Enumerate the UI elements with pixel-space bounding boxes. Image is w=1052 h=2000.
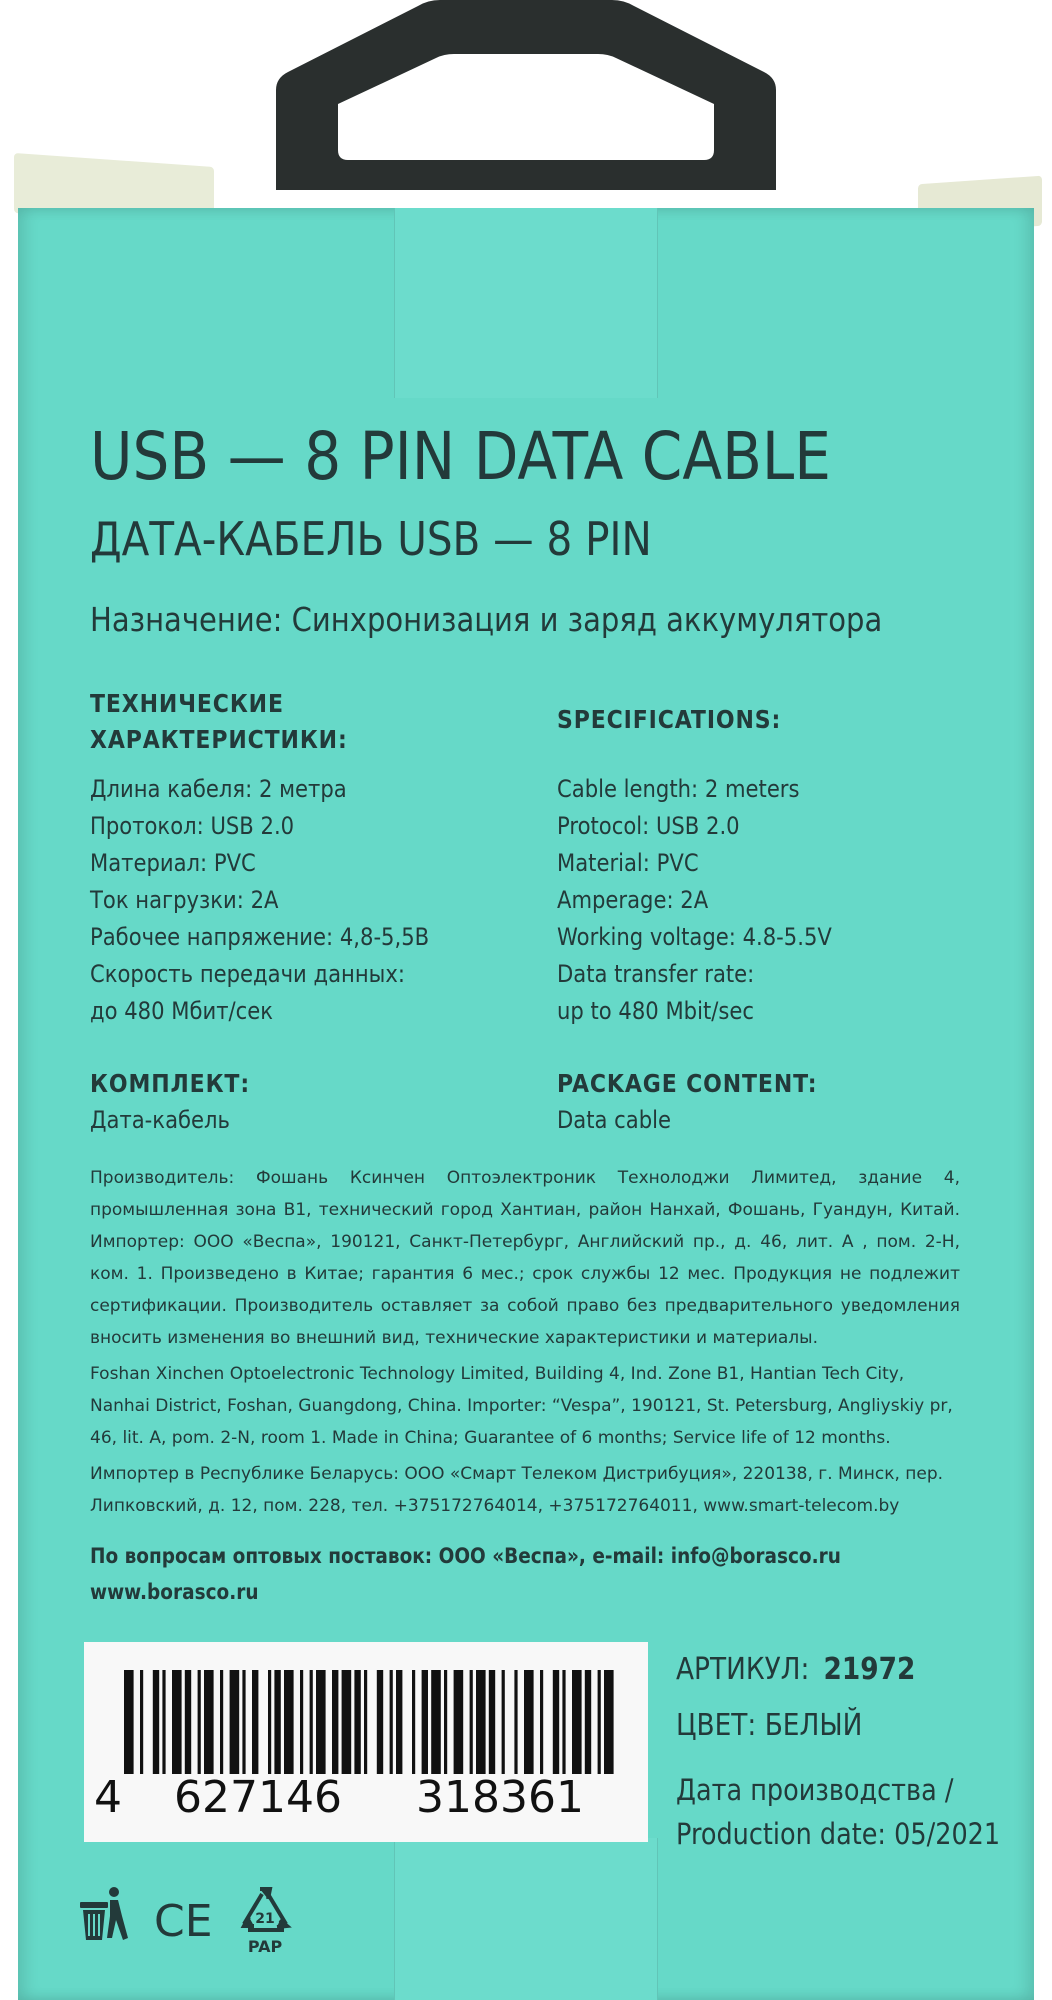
barcode-bar: [585, 1670, 591, 1774]
barcode-bar: [316, 1670, 326, 1774]
barcode-bar: [310, 1670, 313, 1774]
barcode-bar: [422, 1670, 428, 1774]
certification-icons: [76, 1880, 336, 1970]
spec-en-item: Amperage: 2A: [557, 886, 709, 914]
article-number: [676, 1652, 915, 1687]
barcode-bar: [502, 1670, 505, 1774]
spec-en-item: Cable length: 2 meters: [557, 775, 800, 803]
barcode-bar: [444, 1670, 447, 1774]
purpose-line: Назначение: Синхронизация и заряд аккумулятора: [90, 600, 883, 639]
barcode-bar: [220, 1670, 223, 1774]
barcode-bar: [230, 1670, 240, 1774]
barcode-bar: [140, 1670, 143, 1774]
spec-ru-item: Материал: PVC: [90, 849, 256, 877]
barcode-bar: [412, 1670, 415, 1774]
wholesale-contact: [90, 1538, 841, 1610]
article-value: 21972: [823, 1652, 916, 1687]
barcode-bar: [604, 1670, 614, 1774]
specs-ru-list: [90, 771, 429, 1030]
barcode-digits-left: 627146: [174, 1772, 342, 1823]
title-ru: ДАТА-КАБЕЛЬ USB — 8 PIN: [90, 512, 652, 566]
spec-en-item: up to 480 Mbit/sec: [557, 997, 754, 1025]
weee-bin-icon: [80, 1887, 128, 1940]
spec-ru-item: Скорость передачи данных:: [90, 960, 405, 988]
specs-ru-heading-line2: ХАРАКТЕРИСТИКИ:: [90, 725, 348, 754]
ce-mark-icon: CE: [154, 1896, 213, 1947]
barcode-bar: [300, 1670, 303, 1774]
package-bottom-flap: [394, 1838, 658, 2000]
barcode-bar: [124, 1670, 134, 1774]
barcode-bar: [332, 1670, 338, 1774]
kit-ru-heading: КОМПЛЕКТ:: [90, 1069, 251, 1098]
barcode-digit-first: 4: [94, 1772, 122, 1823]
barcode-bar: [377, 1670, 383, 1774]
importer-info-by: Импортер в Республике Беларусь: ООО «Смарт Телеком Дистрибуция», 220138, г. Минск, пер. Липковский, д. 12, пом. 228, тел. +375172764014, +375172764011, www.smart-telecom.by: [90, 1464, 944, 1516]
barcode-bar: [562, 1670, 565, 1774]
barcode-bar: [342, 1670, 352, 1774]
barcode-bar: [598, 1670, 601, 1774]
specs-ru-heading: [90, 686, 348, 758]
title-en: USB — 8 PIN DATA CABLE: [90, 418, 831, 495]
barcode-bar: [454, 1670, 464, 1774]
barcode-bar: [390, 1670, 393, 1774]
barcode-bar: [153, 1670, 159, 1774]
barcode-bar: [185, 1670, 191, 1774]
barcode-bar: [470, 1670, 473, 1774]
specs-en-heading: SPECIFICATIONS:: [557, 705, 782, 734]
spec-en-item: Material: PVC: [557, 849, 699, 877]
production-date-value: Production date: 05/2021: [676, 1817, 1001, 1851]
spec-en-item: Protocol: USB 2.0: [557, 812, 740, 840]
barcode-digits-right: 318361: [416, 1772, 584, 1823]
barcode-bar: [172, 1670, 182, 1774]
production-date-label: Дата производства /: [676, 1773, 954, 1807]
barcode-bar: [354, 1670, 360, 1774]
barcode-bar: [524, 1670, 534, 1774]
article-label: АРТИКУЛ:: [676, 1652, 810, 1687]
barcode-bar: [540, 1670, 543, 1774]
recycle-code: 21: [255, 1911, 275, 1927]
barcode-bar: [252, 1670, 258, 1774]
barcode-bar: [198, 1670, 201, 1774]
spec-ru-item: Протокол: USB 2.0: [90, 812, 295, 840]
barcode-bar: [274, 1670, 280, 1774]
package-top-flap: [394, 208, 658, 398]
barcode-label: [84, 1642, 648, 1842]
spec-en-item: Data transfer rate:: [557, 960, 755, 988]
website-line: www.borasco.ru: [90, 1580, 259, 1604]
barcode-bar: [553, 1670, 559, 1774]
barcode-bar: [431, 1670, 441, 1774]
manufacturer-info-en: Foshan Xinchen Optoelectronic Technology Limited, Building 4, Ind. Zone B1, Hantian Tech City, Nanhai District, Foshan, Guangdong, China. Importer: “Vespa”, 190121, St. Petersburg, Angliyskiy pr, 46, lit. A, pom. 2-N, room 1. Made in China; Guarantee of 6 months; Service life of 12 months.: [90, 1364, 953, 1448]
barcode-bars: [124, 1670, 614, 1774]
barcode-bar: [572, 1670, 582, 1774]
kit-en-item: Data cable: [557, 1106, 671, 1134]
spec-ru-item: Ток нагрузки: 2A: [90, 886, 279, 914]
kit-ru-item: Дата-кабель: [90, 1106, 230, 1134]
barcode-bar: [162, 1670, 165, 1774]
barcode-bar: [284, 1670, 294, 1774]
spec-ru-item: Длина кабеля: 2 метра: [90, 775, 347, 803]
specs-ru-heading-line1: ТЕХНИЧЕСКИЕ: [90, 689, 284, 718]
barcode-bar: [514, 1670, 517, 1774]
spec-en-item: Working voltage: 4.8-5.5V: [557, 923, 832, 951]
production-date: [676, 1768, 1000, 1856]
barcode-bar: [396, 1670, 402, 1774]
spec-ru-item: Рабочее напряжение: 4,8-5,5В: [90, 923, 430, 951]
spec-ru-item: до 480 Мбит/сек: [90, 997, 274, 1025]
barcode-bar: [476, 1670, 486, 1774]
manufacturer-info-ru: Производитель: Фошань Ксинчен Оптоэлектроник Технолоджи Лимитед, здание 4, промышленная зона B1, технический город Хантиан, район Нанхай, Фошань, Гуандун, Китай. Импортер: ООО «Веспа», 190121, Санкт-Петербург, Английский пр., д. 46, лит. А , пом. 2-Н, ком. 1. Произведено в Китае; гарантия 6 мес.; срок службы 12 мес. Продукция не подлежит сертификации. Производитель оставляет за собой право без предварительного уведомления вносить изменения во внешний вид, технические характеристики и материалы.: [90, 1168, 960, 1348]
barcode-bar: [268, 1670, 271, 1774]
specs-en-list: [557, 771, 832, 1030]
color-line: ЦВЕТ: БЕЛЫЙ: [676, 1708, 863, 1743]
recycle-material: PAP: [247, 1937, 283, 1956]
barcode-bar: [242, 1670, 245, 1774]
kit-en-heading: PACKAGE CONTENT:: [557, 1069, 818, 1098]
hang-tab: [268, 0, 784, 200]
barcode-bar: [204, 1670, 214, 1774]
barcode-bar: [489, 1670, 495, 1774]
barcode-bar: [364, 1670, 367, 1774]
wholesale-line: По вопросам оптовых поставок: ООО «Веспа», e-mail: info@borasco.ru: [90, 1544, 841, 1568]
